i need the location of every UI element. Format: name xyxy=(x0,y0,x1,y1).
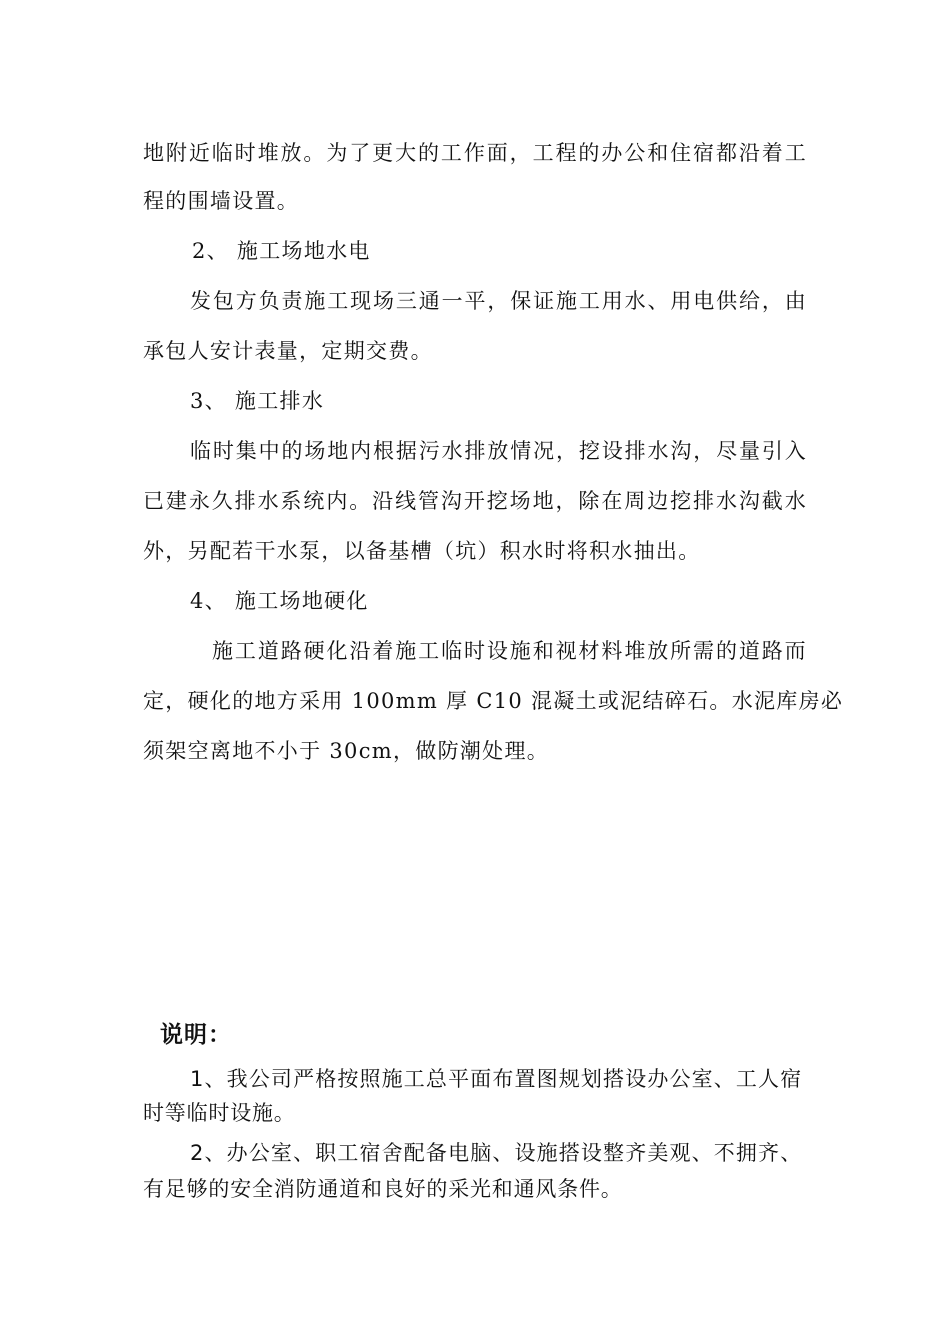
paragraph-line: 临时集中的场地内根据污水排放情况，挖设排水沟，尽量引入 xyxy=(190,439,807,463)
section-heading: 4、 施工场地硬化 xyxy=(190,589,369,613)
paragraph-line: 须架空离地不小于 30cm，做防潮处理。 xyxy=(143,739,550,763)
paragraph-line: 已建永久排水系统内。沿线管沟开挖场地，除在周边挖排水沟截水 xyxy=(143,489,807,513)
paragraph-line: 施工道路硬化沿着施工临时设施和视材料堆放所需的道路而 xyxy=(212,639,807,663)
note-line: 1、我公司严格按照施工总平面布置图规划搭设办公室、工人宿 xyxy=(190,1067,802,1091)
note-line: 时等临时设施。 xyxy=(143,1101,296,1125)
section-heading: 3、 施工排水 xyxy=(190,389,325,413)
note-line: 2、办公室、职工宿舍配备电脑、设施搭设整齐美观、不拥齐、 xyxy=(190,1141,802,1165)
paragraph-line: 发包方负责施工现场三通一平，保证施工用水、用电供给，由 xyxy=(190,289,807,313)
note-line: 有足够的安全消防通道和良好的采光和通风条件。 xyxy=(143,1177,623,1201)
paragraph-line: 定，硬化的地方采用 100mm 厚 C10 混凝土或泥结碎石。水泥库房必 xyxy=(143,689,844,713)
section-heading: 2、 施工场地水电 xyxy=(192,239,371,263)
paragraph-line: 外，另配若干水泵，以备基槽（坑）积水时将积水抽出。 xyxy=(143,539,701,563)
paragraph-line: 地附近临时堆放。为了更大的工作面，工程的办公和住宿都沿着工 xyxy=(143,141,807,165)
notes-title: 说明： xyxy=(160,1022,232,1048)
paragraph-line: 程的围墙设置。 xyxy=(143,189,300,213)
paragraph-line: 承包人安计表量，定期交费。 xyxy=(143,339,433,363)
